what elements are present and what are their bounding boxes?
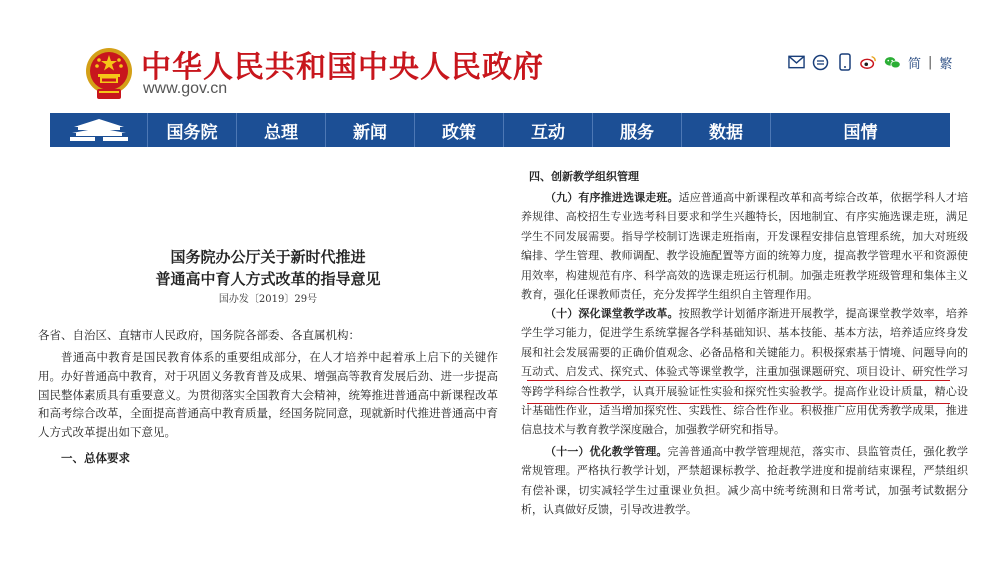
paragraph-teaching-management (521, 442, 968, 520)
tiananmen-icon (68, 118, 130, 142)
nav-item-state-council[interactable]: 国务院 (148, 113, 237, 147)
nav-item-services[interactable]: 服务 (593, 113, 682, 147)
lang-traditional[interactable]: 繁 (939, 56, 953, 72)
paragraph-body: 完善普通高中教学管理规范，落实市、县监管责任，强化教学常规管理。严格执行教学计划，严禁超课标教学、抢赶教学进度和提前结束课程，严禁组织有偿补课，切实减轻学生过重课业负担。减少高中统考统测和日常考试，加强考试数据分析，认真做好反馈，引导改进教学。 (521, 445, 969, 517)
paragraph-lead: （十）深化课堂教学改革。 (545, 307, 679, 320)
highlight-underline-top (527, 380, 950, 381)
paragraph-classroom-reform (521, 304, 968, 440)
paragraph-lead: （十一）优化教学管理。 (545, 445, 668, 458)
nav-item-interaction[interactable]: 互动 (504, 113, 593, 147)
nav-item-policy[interactable]: 政策 (415, 113, 504, 147)
nav-item-premier[interactable]: 总理 (237, 113, 326, 147)
nav-item-national-info[interactable]: 国情 (843, 122, 878, 143)
weibo-icon[interactable] (860, 54, 877, 71)
wechat-icon[interactable] (884, 54, 901, 71)
lang-separator: | (928, 54, 933, 70)
lang-simplified[interactable]: 简 (908, 56, 922, 72)
message-icon[interactable] (812, 54, 829, 71)
document-recipient: 各省、自治区、直辖市人民政府，国务院各部委、各直属机构： (38, 328, 360, 342)
paragraph-body: 按照教学计划循序渐进开展教学，提高课堂教学效率，培养学生学习能力，促进学生系统掌握各学科基础知识、基本技能、基本方法，培养适应终身发展和社会发展需要的正确价值观念、必备品格和关键能力。积极探索基于情境、问题导向的互动式、启发式、探究式、体验式等课堂教学，注重加强课题研究、项目设计、研究性学习等跨学科综合性教学，认真开展验证性实验和探究性实验教学。提高作业设计质量，精心设计基础性作业，适当增加探究性、实践性、综合性作业。积极推广应用优秀教学成果，推进信息技术与教育教学深度融合，加强教学研究和指导。 (521, 307, 969, 437)
mobile-icon[interactable] (836, 54, 853, 71)
mail-icon[interactable] (788, 54, 805, 71)
section-heading-general: 一、总体要求 (61, 451, 130, 465)
paragraph-body: 适应普通高中新课程改革和高考综合改革，依据学科人才培养规律、高校招生专业选考科目要求和学生兴趣特长，因地制宜、有序实施选课走班，满足学生不同发展需要。指导学校制订选课走班指南，开发课程安排信息管理系统，加大对班级编排、学生管理、教师调配、教学设施配置等方面的统筹力度，提高教学管理水平和资源使用效率，构建规范有序、科学高效的选课走班运行机制。加强走班教学班级管理和集体主义教育，强化任课教师责任，充分发挥学生组织自主管理作用。 (521, 191, 969, 302)
nav-item-news[interactable]: 新闻 (326, 113, 415, 147)
site-header (0, 0, 1000, 112)
main-nav (50, 113, 950, 147)
paragraph-lead: （九）有序推进选课走班。 (545, 191, 679, 204)
nav-home[interactable] (50, 113, 148, 147)
document-intro-paragraph: 普通高中教育是国民教育体系的重要组成部分，在人才培养中起着承上启下的关键作用。办好普通高中教育，对于巩固义务教育普及成果、增强高等教育发展后劲、进一步提高国民整体素质具有重要意义。为贯彻落实全国教育大会精神，统筹推进普通高中新课程改革和高考综合改革，全面提高普通高中教育质量，经国务院同意，现就新时代推进普通高中育人方式改革提出如下意见。 (38, 350, 498, 440)
highlight-underline-bottom (527, 403, 950, 404)
nav-item-data[interactable]: 数据 (682, 113, 771, 147)
section-heading-teaching: 四、创新教学组织管理 (529, 170, 639, 183)
document-title-line1: 国务院办公厅关于新时代推进 (170, 248, 366, 266)
document-title-line2: 普通高中育人方式改革的指导意见 (155, 270, 381, 288)
national-emblem-icon[interactable] (84, 45, 134, 101)
paragraph-course-selection (521, 188, 968, 304)
site-title[interactable]: 中华人民共和国中央人民政府 (141, 50, 544, 85)
site-url[interactable]: www.gov.cn (143, 80, 228, 97)
header-tools (788, 52, 952, 72)
document-number: 国办发〔2019〕29号 (218, 294, 318, 305)
